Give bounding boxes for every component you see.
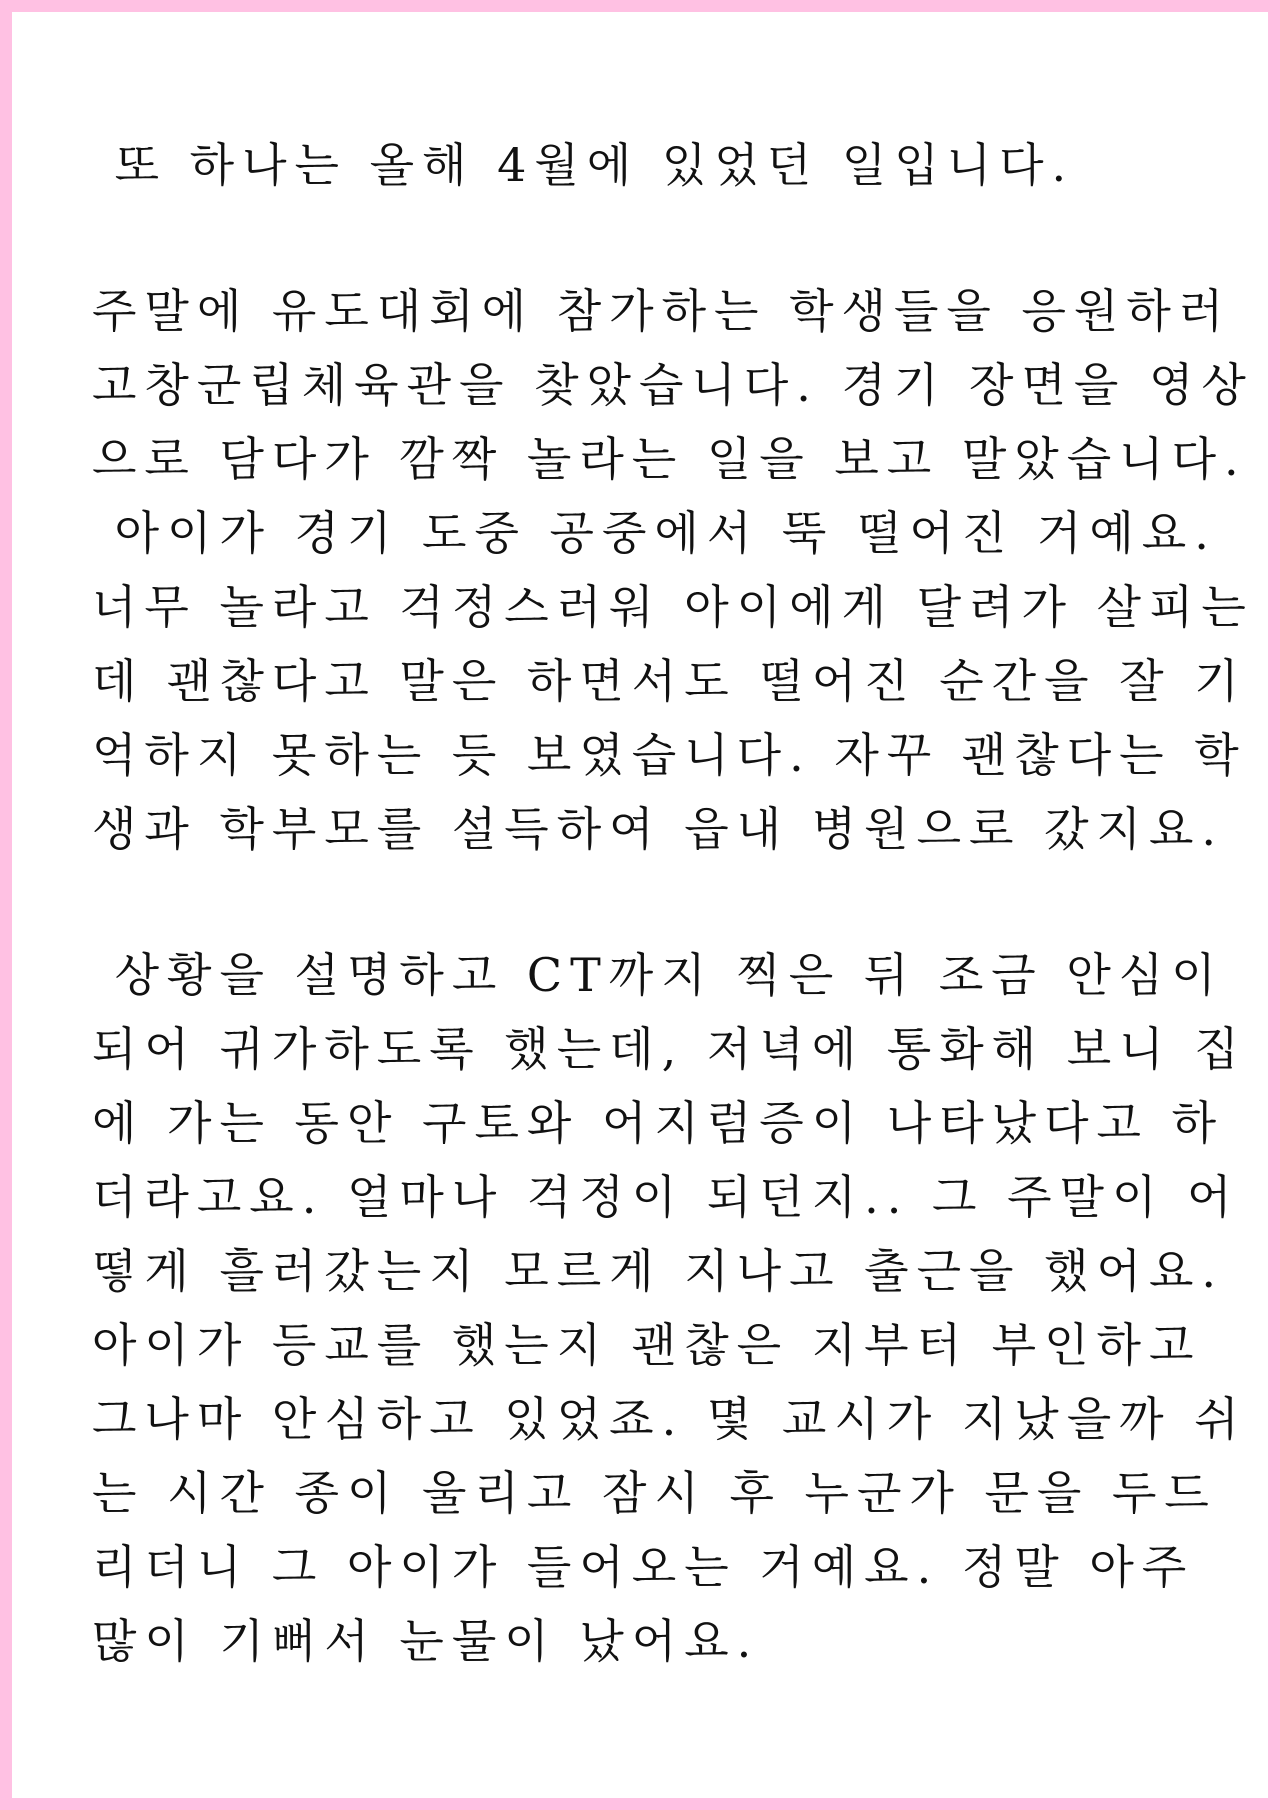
text-line: 생과 학부모를 설득하여 읍내 병원으로 갔지요. bbox=[92, 802, 1225, 856]
text-line: 떻게 흘러갔는지 모르게 지나고 출근을 했어요. bbox=[92, 1244, 1225, 1298]
text-line: 또 하나는 올해 4월에 있었던 일입니다. bbox=[92, 138, 1075, 192]
text-line: 리더니 그 아이가 들어오는 거예요. 정말 아주 bbox=[92, 1540, 1195, 1594]
text-line: 그나마 안심하고 있었죠. 몇 교시가 지났을까 쉬 bbox=[92, 1392, 1247, 1446]
paragraph-gap bbox=[92, 866, 1212, 938]
text-line: 더라고요. 얼마나 걱정이 되던지.. 그 주말이 어 bbox=[92, 1170, 1240, 1224]
text-line: 에 가는 동안 구토와 어지럼증이 나타났다고 하 bbox=[92, 1096, 1225, 1150]
text-line: 되어 귀가하도록 했는데, 저녁에 통화해 보니 집 bbox=[92, 1022, 1247, 1076]
text-line: 억하지 못하는 듯 보였습니다. 자꾸 괜찮다는 학 bbox=[92, 728, 1247, 782]
text-line: 상황을 설명하고 CT까지 찍은 뒤 조금 안심이 bbox=[92, 948, 1224, 1002]
text-line: 많이 기뻐서 눈물이 났어요. bbox=[92, 1614, 760, 1668]
document-body bbox=[92, 128, 1254, 1678]
text-line: 너무 놀라고 걱정스러워 아이에게 달려가 살피는 bbox=[92, 580, 1254, 634]
text-line: 는 시간 종이 울리고 잠시 후 누군가 문을 두드 bbox=[92, 1466, 1217, 1520]
paragraph-1 bbox=[92, 128, 1212, 202]
paragraph-3 bbox=[92, 938, 1247, 1678]
text-line: 데 괜찮다고 말은 하면서도 떨어진 순간을 잘 기 bbox=[92, 654, 1247, 708]
text-line: 고창군립체육관을 찾았습니다. 경기 장면을 영상 bbox=[92, 358, 1254, 412]
paragraph-2 bbox=[92, 274, 1254, 866]
text-line: 으로 담다가 깜짝 놀라는 일을 보고 말았습니다. bbox=[92, 432, 1247, 486]
paragraph-gap bbox=[92, 202, 1212, 274]
text-line: 아이가 등교를 했는지 괜찮은 지부터 부인하고 bbox=[92, 1318, 1202, 1372]
text-line: 주말에 유도대회에 참가하는 학생들을 응원하러 bbox=[92, 284, 1232, 338]
text-line: 아이가 경기 도중 공중에서 뚝 떨어진 거예요. bbox=[92, 506, 1217, 560]
